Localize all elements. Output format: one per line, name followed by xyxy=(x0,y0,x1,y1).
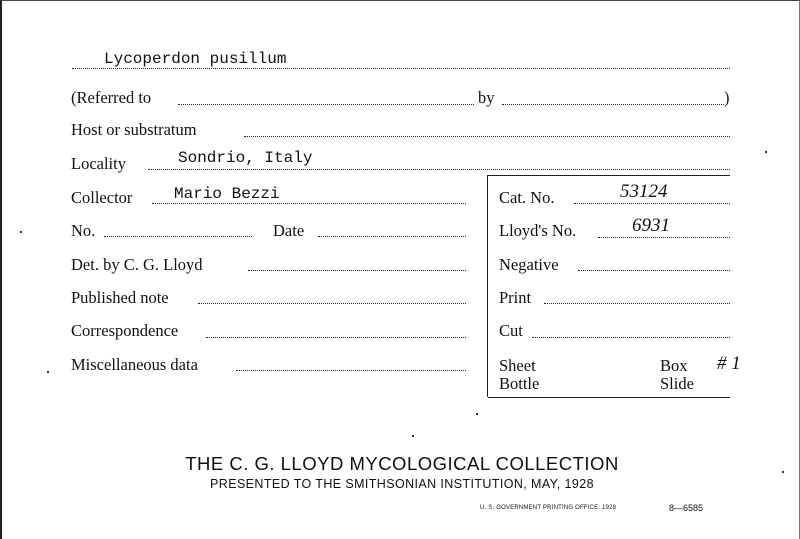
bottle-label: Bottle xyxy=(499,374,540,393)
det-by-label: Det. by C. G. Lloyd xyxy=(71,255,203,274)
collection-subtitle: PRESENTED TO THE SMITHSONIAN INSTITUTION, MAY, 1928 xyxy=(210,477,594,491)
published-note-line xyxy=(198,303,466,304)
catalog-box-top xyxy=(488,175,730,176)
no-label: No. xyxy=(71,221,96,240)
scan-speck xyxy=(20,231,22,233)
printer-imprint: U. S. GOVERNMENT PRINTING OFFICE: 1928 xyxy=(480,505,617,511)
lloyd-no-value: 6931 xyxy=(632,215,670,236)
specimen-name: Lycoperdon pusillum xyxy=(104,50,287,68)
negative-label: Negative xyxy=(499,255,559,274)
collector-value: Mario Bezzi xyxy=(174,185,280,203)
referred-to-line xyxy=(178,104,474,105)
by-line xyxy=(502,104,724,105)
slide-label: Slide xyxy=(660,374,694,393)
print-label: Print xyxy=(499,288,532,307)
cat-no-line xyxy=(574,203,730,204)
cut-line xyxy=(532,337,730,338)
name-line xyxy=(72,68,730,69)
box-value: # 1 xyxy=(717,353,741,374)
misc-label: Miscellaneous data xyxy=(71,355,198,374)
host-label: Host or substratum xyxy=(71,120,197,139)
referred-to-label: (Referred to xyxy=(71,88,152,107)
collection-title: THE C. G. LLOYD MYCOLOGICAL COLLECTION xyxy=(185,453,619,474)
box-label: Box xyxy=(660,356,688,375)
collector-line xyxy=(152,203,466,204)
catalog-box-bottom xyxy=(488,397,730,398)
form-number: 8—6585 xyxy=(669,503,704,513)
det-by-line xyxy=(248,270,466,271)
no-line xyxy=(104,236,252,237)
print-line xyxy=(544,303,730,304)
cat-no-label: Cat. No. xyxy=(499,188,555,207)
cut-label: Cut xyxy=(499,321,523,340)
scan-speck xyxy=(47,371,49,373)
scan-speck xyxy=(782,471,784,473)
scan-speck xyxy=(476,413,478,415)
locality-line xyxy=(148,169,730,170)
by-label: by xyxy=(478,88,495,107)
scan-speck xyxy=(765,151,767,153)
correspondence-label: Correspondence xyxy=(71,321,179,340)
close-paren: ) xyxy=(724,88,730,107)
cat-no-value: 53124 xyxy=(620,181,668,202)
lloyd-no-line xyxy=(598,237,730,238)
scan-speck xyxy=(412,435,414,437)
sheet-label: Sheet xyxy=(499,356,536,375)
correspondence-line xyxy=(206,337,466,338)
collector-label: Collector xyxy=(71,188,133,207)
lloyd-no-label: Lloyd's No. xyxy=(499,221,577,240)
catalog-box-left xyxy=(487,175,488,397)
published-note-label: Published note xyxy=(71,288,169,307)
misc-line xyxy=(236,370,466,371)
locality-value: Sondrio, Italy xyxy=(178,149,313,167)
date-line xyxy=(318,236,466,237)
negative-line xyxy=(578,270,730,271)
host-line xyxy=(244,136,730,137)
date-label: Date xyxy=(273,221,305,240)
locality-label: Locality xyxy=(71,154,126,173)
